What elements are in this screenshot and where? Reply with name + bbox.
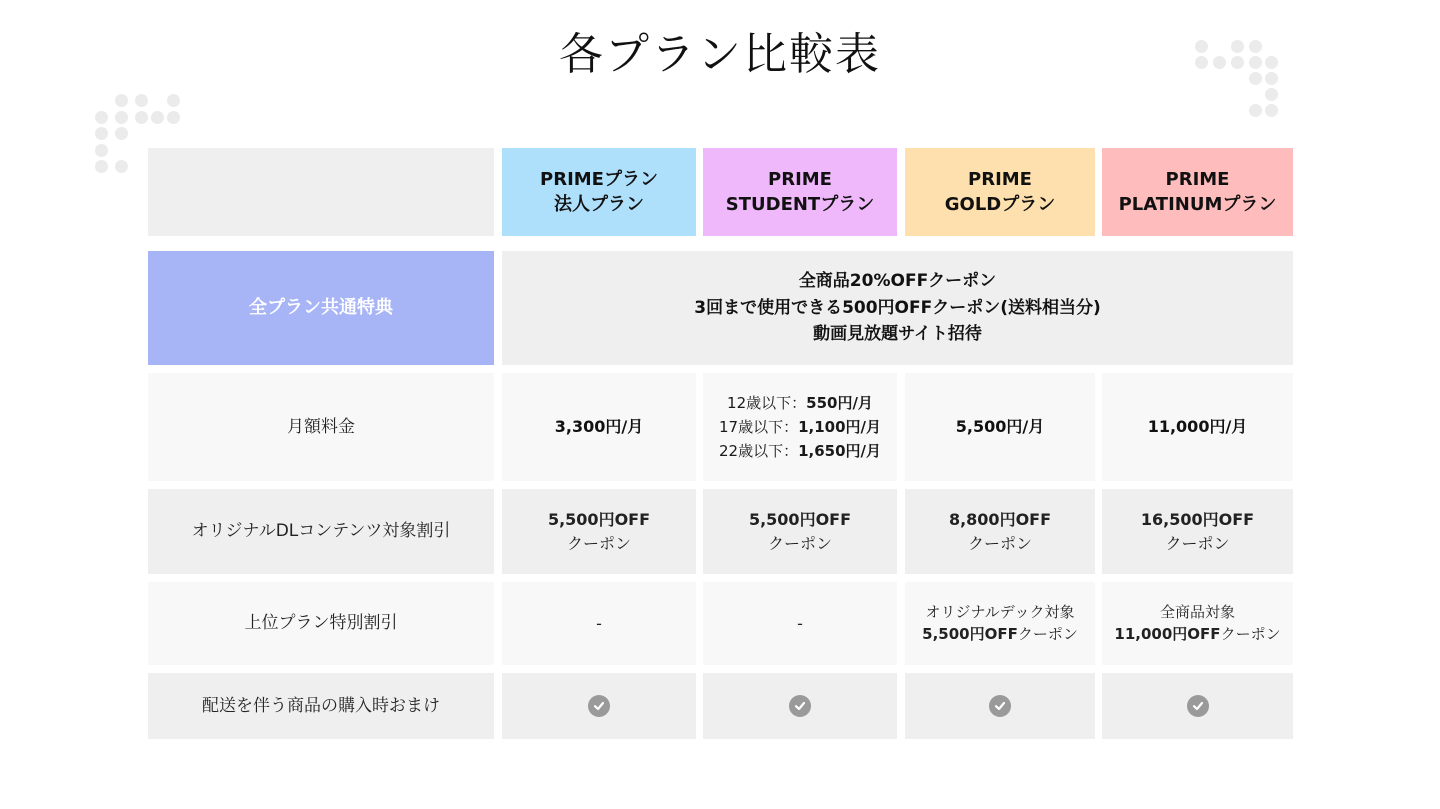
monthly-fee-hojin: 3,300円/月	[502, 373, 696, 481]
plan-header-student	[703, 148, 897, 236]
plan-header-gold	[905, 148, 1095, 236]
plan-header-platinum	[1102, 148, 1293, 236]
check-circle-icon	[1187, 695, 1209, 717]
header-empty-cell	[148, 148, 494, 236]
row-label-upper-plan: 上位プラン特別割引	[148, 582, 494, 665]
dl-discount-student: 5,500円OFF クーポン	[703, 489, 897, 574]
row-label-dl-discount: オリジナルDLコンテンツ対象割引	[148, 489, 494, 574]
plan-name-line2: PLATINUMプラン	[1118, 194, 1277, 215]
common-benefits-content	[502, 251, 1293, 365]
plan-name-line1: PRIME	[968, 168, 1032, 190]
dl-discount-platinum: 16,500円OFF クーポン	[1102, 489, 1293, 574]
bonus-gold	[905, 673, 1095, 739]
student-fee-line: 12歳以下：550円/月	[727, 394, 873, 412]
plan-name-line2: GOLDプラン	[944, 194, 1056, 215]
check-circle-icon	[588, 695, 610, 717]
page-title: 各プラン比較表	[559, 29, 881, 80]
row-label-monthly-fee: 月額料金	[148, 373, 494, 481]
student-fee-line: 22歳以下：1,650円/月	[718, 442, 882, 460]
plan-header-hojin	[502, 148, 696, 236]
row-label-bonus: 配送を伴う商品の購入時おまけ	[148, 673, 494, 739]
common-benefit-line: 全商品20%OFFクーポン	[798, 271, 997, 292]
plan-name-line1: PRIMEプラン	[540, 168, 658, 190]
plan-name-line1: PRIME	[1165, 168, 1230, 190]
common-benefit-line: 3回まで使用できる500円OFFクーポン(送料相当分)	[694, 297, 1101, 318]
monthly-fee-platinum: 11,000円/月	[1102, 373, 1293, 481]
monthly-fee-student	[703, 373, 897, 481]
plan-name-line2: 法人プラン	[554, 194, 644, 215]
plan-name-line1: PRIME	[768, 168, 832, 190]
bonus-platinum	[1102, 673, 1293, 739]
upper-plan-gold: オリジナルデック対象 5,500円OFFクーポン	[905, 582, 1095, 665]
upper-plan-platinum: 全商品対象 11,000円OFFクーポン	[1102, 582, 1293, 665]
upper-plan-hojin: -	[502, 582, 696, 665]
decorative-dots-right	[1195, 40, 1285, 120]
common-benefit-line: 動画見放題サイト招待	[813, 324, 982, 345]
check-circle-icon	[789, 695, 811, 717]
dl-discount-gold: 8,800円OFF クーポン	[905, 489, 1095, 574]
check-circle-icon	[989, 695, 1011, 717]
bonus-hojin	[502, 673, 696, 739]
monthly-fee-gold: 5,500円/月	[905, 373, 1095, 481]
student-fee-line: 17歳以下：1,100円/月	[718, 418, 882, 436]
upper-plan-student: -	[703, 582, 897, 665]
plan-name-line2: STUDENTプラン	[725, 194, 875, 215]
common-benefits-label: 全プラン共通特典	[148, 251, 494, 365]
dl-discount-hojin: 5,500円OFF クーポン	[502, 489, 696, 574]
bonus-student	[703, 673, 897, 739]
